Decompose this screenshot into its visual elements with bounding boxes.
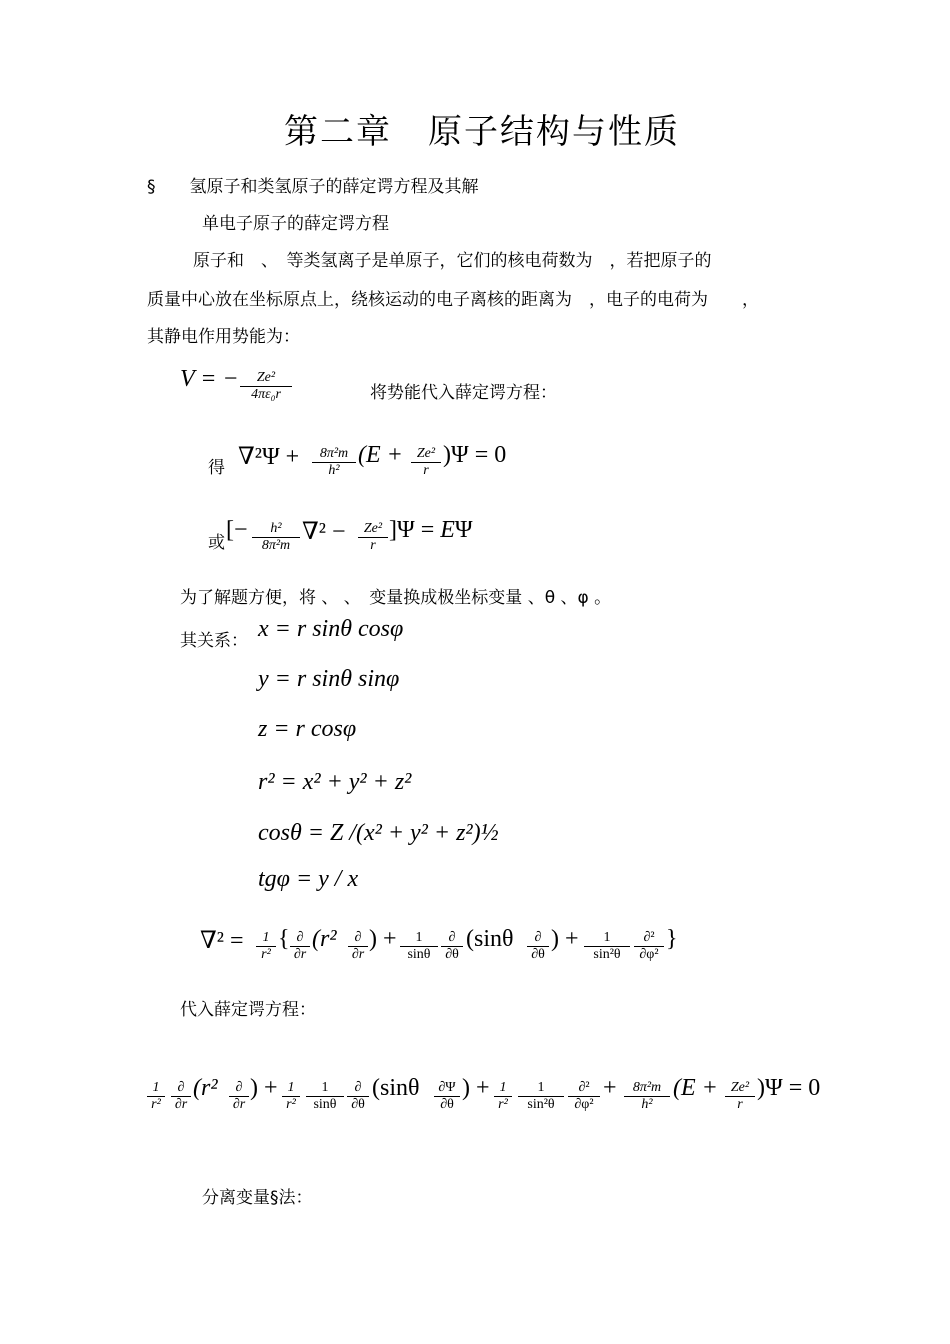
full-frac-12: $\frac{\text{Ze²}}{r}$ [725, 1080, 755, 1113]
eq1-end: )Ψ = 0 [443, 442, 507, 468]
lap-frac-1: $\frac{1}{\text{r²}}$ [256, 930, 276, 963]
lap-brace-close: } [666, 926, 678, 952]
lap-part-2: ) + [369, 926, 397, 952]
paragraph-line-1: 原子和 、 等类氢离子是单原子，它们的核电荷数为 ，若把原子的 [193, 251, 712, 271]
eq1-fraction-1: $\frac{\text{8π²m}}{\text{h²}}$ [312, 446, 356, 479]
huo-label: 或 [208, 533, 225, 553]
full-frac-10: ∂² ∂φ² [568, 1080, 600, 1113]
relation-4: r² = x² + y² + z² [258, 769, 412, 795]
lap-part-3: (sinθ [466, 926, 514, 952]
full-part-7: )Ψ = 0 [757, 1075, 821, 1101]
section-heading: § 氢原子和类氢原子的薛定谔方程及其解 [147, 177, 479, 197]
lap-frac-2: ∂ ∂r [290, 930, 310, 963]
full-frac-2: ∂ ∂r [171, 1080, 191, 1113]
full-frac-6: ∂ ∂θ [347, 1080, 369, 1113]
full-part-3: (sinθ [372, 1075, 420, 1101]
lap-part-4: ) + [551, 926, 579, 952]
full-part-2: ) + [250, 1075, 278, 1101]
full-frac-1: $\frac{1}{\text{r²}}$ [147, 1080, 165, 1113]
paragraph-line-4: 为了解题方便，将 、 、 变量换成极坐标变量 、θ 、φ 。 [180, 588, 612, 608]
separation-label: 分离变量§法： [202, 1188, 313, 1208]
lap-frac-4: $\frac{1}{\sin\theta}$ [400, 930, 438, 963]
relation-1: x = r sinθ cosφ [258, 616, 404, 642]
full-frac-5: $\frac{1}{\sin\theta}$ [306, 1080, 344, 1113]
relation-3: z = r cosφ [258, 716, 357, 742]
lap-frac-6: ∂ ∂θ [527, 930, 549, 963]
eq2-end: ]Ψ = EΨ [389, 517, 473, 543]
relation-6: tgφ = y / x [258, 866, 359, 892]
full-part-5: + [603, 1075, 617, 1101]
paragraph-line-2: 质量中心放在坐标原点上，绕核运动的电子离核的距离为 ，电子的电荷为 ， [147, 290, 759, 310]
potential-numerator: Ze² [240, 370, 292, 387]
full-part-1: (r² [193, 1075, 218, 1101]
lap-frac-5: ∂ ∂θ [441, 930, 463, 963]
laplacian-lhs: ∇² = [200, 928, 244, 954]
relation-2: y = r sinθ sinφ [258, 666, 400, 692]
substitute-label: 代入薛定谔方程： [180, 1000, 316, 1020]
potential-fraction [240, 370, 292, 403]
eq1-fraction-2: $\frac{\text{Ze²}}{r}$ [411, 446, 441, 479]
eq1-middle: (E + [358, 442, 403, 468]
de-label: 得 [208, 458, 225, 478]
potential-denominator: 4πε₀r [251, 387, 281, 402]
lap-frac-8: ∂² ∂φ² [634, 930, 664, 963]
full-frac-3: ∂ ∂r [229, 1080, 249, 1113]
eq2-middle: ∇² − [302, 519, 346, 545]
lap-frac-7: $\frac{1}{\text{sin²θ}}$ [584, 930, 630, 963]
potential-note: 将势能代入薛定谔方程： [370, 383, 557, 403]
paragraph-line-3: 其静电作用势能为： [147, 327, 300, 347]
eq2-fraction-2: $\frac{\text{Ze²}}{r}$ [358, 521, 388, 554]
schrodinger-equation-1: ∇²Ψ + [238, 444, 300, 470]
chapter-title: 第二章 原子结构与性质 [284, 112, 680, 152]
full-part-4: ) + [462, 1075, 490, 1101]
relation-label: 其关系： [180, 631, 248, 651]
full-frac-7: $\frac{\partial\Psi}{\partial\theta}$ [434, 1080, 460, 1113]
full-frac-4: $\frac{1}{\text{r²}}$ [282, 1080, 300, 1113]
lap-brace-open: { [278, 926, 290, 952]
full-frac-9: $\frac{1}{\text{sin²θ}}$ [518, 1080, 564, 1113]
subsection-heading: 单电子原子的薛定谔方程 [202, 214, 389, 234]
relation-5: cosθ = Z /(x² + y² + z²)½ [258, 820, 499, 846]
schrodinger-equation-2: [− [226, 517, 248, 543]
full-part-6: (E + [673, 1075, 718, 1101]
full-frac-11: $\frac{\text{8π²m}}{\text{h²}}$ [624, 1080, 670, 1113]
lap-part-1: (r² [312, 926, 337, 952]
full-frac-8: $\frac{1}{\text{r²}}$ [494, 1080, 512, 1113]
lap-frac-3: ∂ ∂r [348, 930, 368, 963]
potential-equation-lhs: V = − [180, 366, 239, 392]
eq2-fraction-1: $\frac{\text{h²}}{\text{8π²m}}$ [252, 521, 300, 554]
